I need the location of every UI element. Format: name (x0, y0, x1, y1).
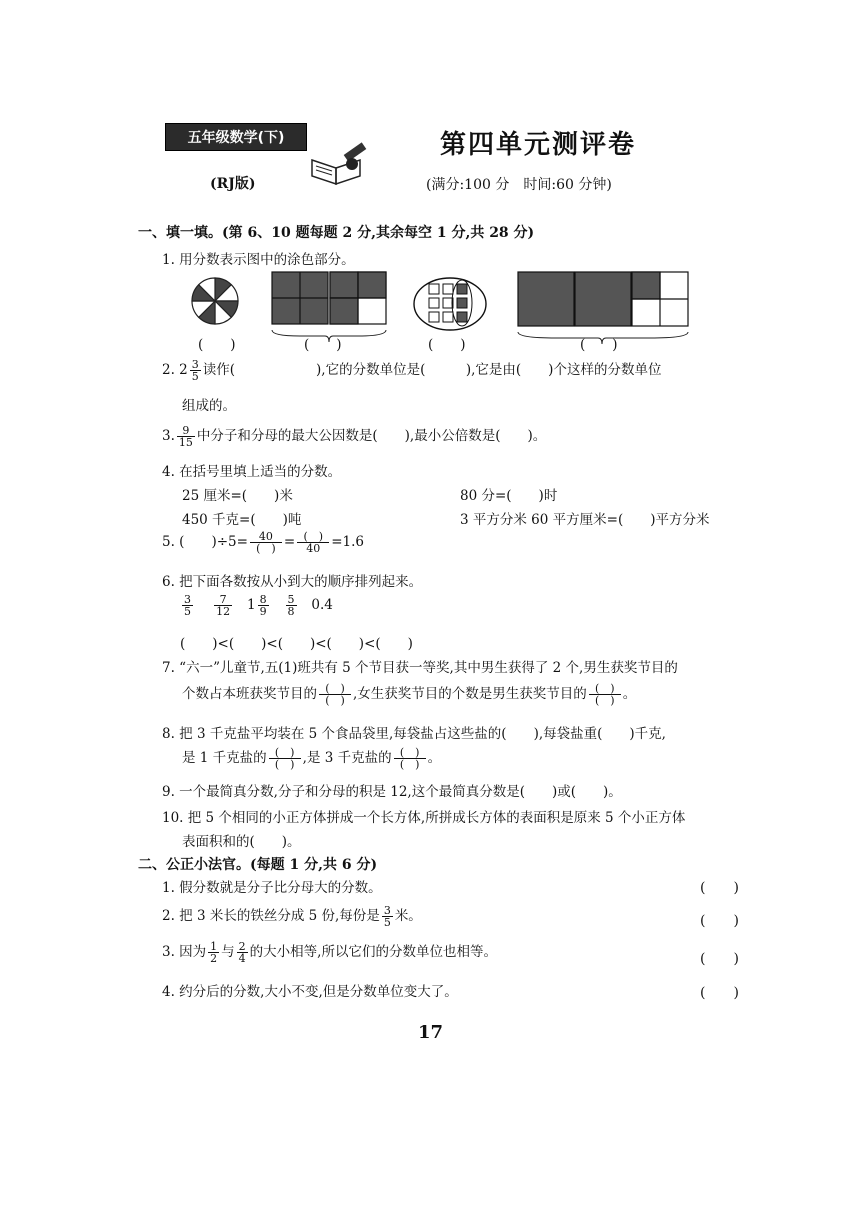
denominator: 8 (287, 605, 295, 618)
denominator-blank[interactable]: ( ) (256, 542, 276, 555)
numerator-blank[interactable]: ( ) (297, 531, 329, 543)
equals-sign: = (283, 534, 296, 550)
question-9: 9. 一个最简真分数,分子和分母的积是 12,这个最简真分数是( )或( )。 (162, 784, 622, 800)
q3-prefix: 3. (162, 428, 175, 444)
q6-order-blanks[interactable]: ( )<( )<( )<( )<( ) (180, 636, 413, 652)
denominator-blank[interactable]: ( ) (274, 758, 295, 771)
question-5 (162, 530, 364, 554)
score-time-info: (满分:100 分 时间:60 分钟) (426, 177, 612, 193)
numerator: 8 (259, 593, 267, 606)
q4-item-d: 3 平方分米 60 平方厘米=( )平方分米 (460, 512, 710, 528)
figure-oval-squares (412, 276, 488, 332)
fraction (237, 941, 248, 964)
jq3-text-b: 的大小相等,所以它们的分数单位也相等。 (249, 944, 497, 960)
fraction (190, 359, 201, 382)
numerator: 3 (383, 904, 391, 917)
numerator: 5 (287, 593, 295, 606)
fraction-blank[interactable] (589, 683, 621, 706)
question-8: 8. 把 3 千克盐平均装在 5 个食品袋里,每袋盐占这些盐的( ),每袋盐重( )千克, (162, 726, 666, 742)
denominator: 5 (383, 916, 391, 929)
denominator: 12 (216, 605, 231, 618)
judge-question-2 (162, 904, 422, 928)
jq2-text-a: 2. 把 3 米长的铁丝分成 5 份,每份是 (162, 908, 380, 924)
question-1: 1. 用分数表示图中的涂色部分。 (162, 252, 355, 268)
q4-item-a: 25 厘米=( )米 (182, 488, 293, 504)
denominator-blank[interactable]: ( ) (595, 694, 615, 707)
edition-label: (RJ版) (210, 176, 256, 192)
question-7: 7. “六一”儿童节,五(1)班共有 5 个节目获一等奖,其中男生获得了 2 个,男生获奖节目的 (162, 660, 678, 676)
question-7-line2 (182, 682, 636, 706)
answer-blank-fig1[interactable]: ( ) (198, 337, 236, 353)
question-6: 6. 把下面各数按从小到大的顺序排列起来。 (162, 574, 423, 590)
numerator-blank[interactable]: ( ) (589, 683, 621, 695)
judge-question-3 (162, 940, 497, 964)
fraction (297, 531, 329, 554)
jq3-text-a: 3. 因为 (162, 944, 207, 960)
section-2-heading: 二、公正小法官。(每题 1 分,共 6 分) (138, 857, 378, 873)
answer-blank-fig3[interactable]: ( ) (428, 337, 466, 353)
fraction (214, 594, 232, 617)
section-1-heading: 一、填一填。(第 6、10 题每题 2 分,其余每空 1 分,共 28 分) (138, 225, 535, 241)
q4-item-b: 80 分=( )时 (460, 488, 558, 504)
question-10: 10. 把 5 个相同的小正方体拼成一个长方体,所拼成长方体的表面积是原来 5 个小正方体 (162, 810, 686, 826)
judge-blank-3[interactable]: ( ) (700, 951, 739, 967)
judge-blank-2[interactable]: ( ) (700, 913, 739, 929)
denominator: 5 (191, 370, 199, 383)
question-2-line2: 组成的。 (182, 398, 236, 414)
book-pencil-icon (308, 142, 370, 186)
q7-text-c: 。 (622, 686, 637, 702)
fraction-blank[interactable] (394, 747, 426, 770)
fraction (258, 594, 269, 617)
question-10-line2: 表面积和的( )。 (182, 834, 301, 850)
question-4: 4. 在括号里填上适当的分数。 (162, 464, 342, 480)
numerator: 2 (238, 940, 246, 953)
fraction (182, 594, 193, 617)
q4-item-c: 450 千克=( )吨 (182, 512, 302, 528)
fraction (250, 531, 282, 554)
numerator: 3 (184, 593, 191, 606)
judge-question-1: 1. 假分数就是分子比分母大的分数。 (162, 880, 382, 896)
page-title: 第四单元测评卷 (440, 130, 637, 160)
q7-text-a: 个数占本班获奖节目的 (182, 686, 317, 702)
denominator-blank[interactable]: ( ) (399, 758, 420, 771)
fraction (286, 594, 297, 617)
numerator: 40 (250, 531, 282, 543)
q2-text: 读作( ),它的分数单位是( ),它是由( )个这样的分数单位 (202, 362, 662, 378)
q8-text-c: 。 (427, 750, 442, 766)
q8-text-a: 是 1 千克盐的 (182, 750, 267, 766)
q8-text-b: ,是 3 千克盐的 (302, 750, 392, 766)
page-number: 17 (418, 1022, 444, 1043)
question-8-line2 (182, 746, 441, 770)
whole-part: 1 (247, 597, 256, 613)
q6-numbers (180, 594, 333, 617)
judge-question-4: 4. 约分后的分数,大小不变,但是分数单位变大了。 (162, 984, 458, 1000)
numerator-blank[interactable]: ( ) (269, 747, 301, 759)
figure-circle-sectors (190, 276, 240, 326)
q3-text: 中分子和分母的最大公因数是( ),最小公倍数是( )。 (196, 428, 547, 444)
numerator: 9 (177, 425, 195, 437)
fraction (177, 425, 195, 448)
q5-part2: =1.6 (331, 534, 365, 550)
numerator: 3 (191, 358, 199, 371)
answer-blank-fig4[interactable]: ( ) (580, 337, 618, 353)
fraction-blank[interactable] (269, 747, 301, 770)
denominator: 5 (184, 605, 191, 618)
numerator: 1 (210, 940, 218, 953)
question-3 (162, 424, 546, 448)
fraction (382, 905, 393, 928)
decimal-value: 0.4 (311, 597, 333, 613)
q5-part1: 5. ( )÷5= (162, 534, 248, 550)
judge-blank-4[interactable]: ( ) (700, 985, 739, 1001)
denominator: 2 (210, 952, 218, 965)
denominator: 9 (259, 605, 267, 618)
question-2 (162, 358, 661, 382)
jq2-text-b: 米。 (394, 908, 422, 924)
numerator-blank[interactable]: ( ) (319, 683, 351, 695)
numerator: 7 (214, 594, 232, 606)
denominator: 4 (238, 952, 246, 965)
judge-blank-1[interactable]: ( ) (700, 880, 739, 896)
jq3-mid: 与 (221, 944, 235, 960)
fraction (208, 941, 219, 964)
q7-text-b: ,女生获奖节目的个数是男生获奖节目的 (353, 686, 587, 702)
fraction-blank[interactable] (319, 683, 351, 706)
denominator-blank[interactable]: ( ) (325, 694, 345, 707)
grade-badge: 五年级数学(下) (165, 123, 307, 151)
q2-prefix: 2. 2 (162, 362, 188, 378)
denominator: 40 (306, 542, 321, 555)
denominator: 15 (178, 436, 193, 449)
answer-blank-fig2[interactable]: ( ) (304, 337, 342, 353)
numerator-blank[interactable]: ( ) (394, 747, 426, 759)
